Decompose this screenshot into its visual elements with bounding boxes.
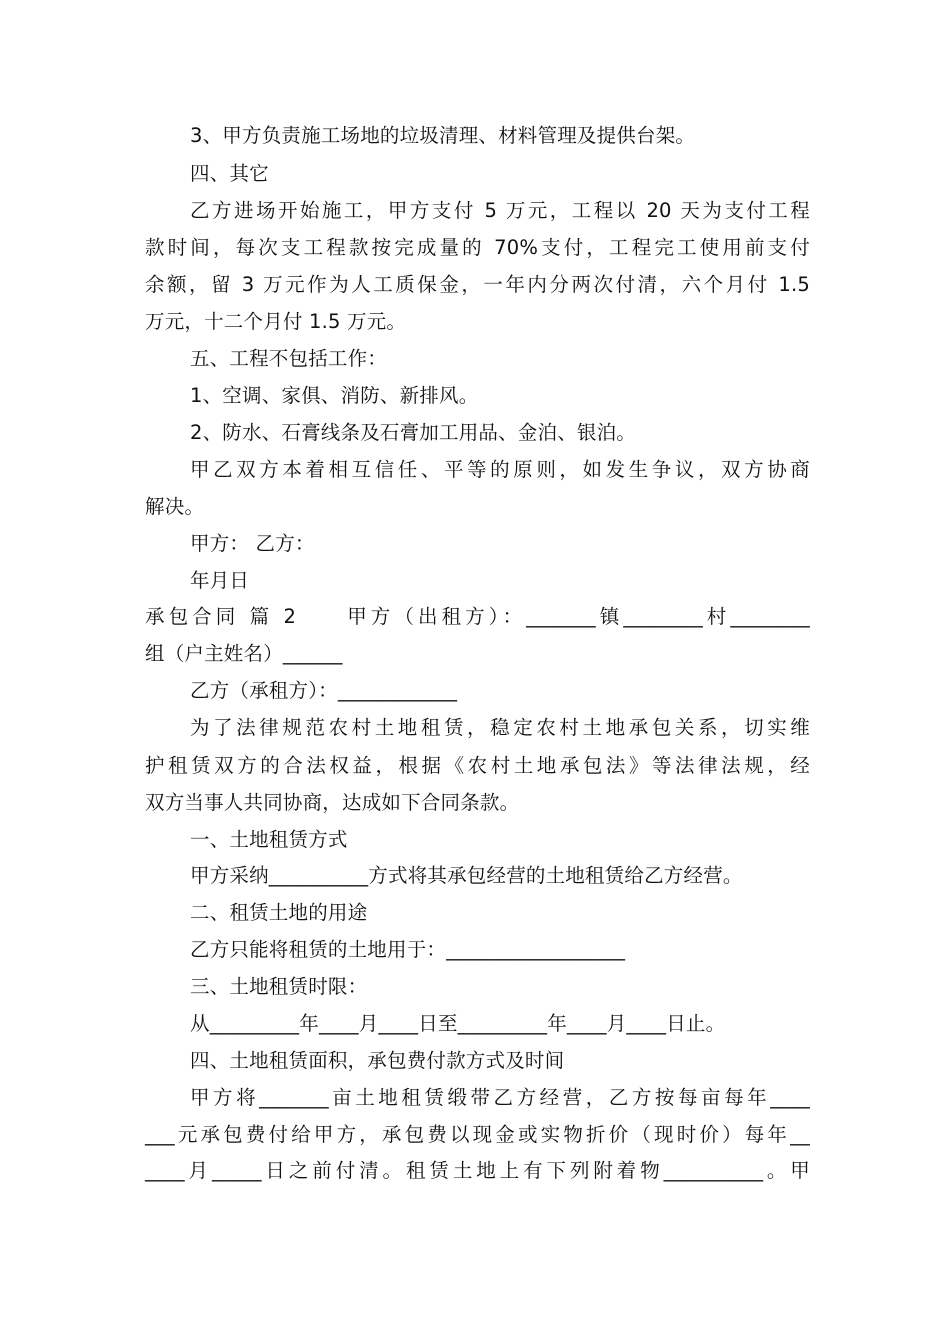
text-line: 为了法律规范农村土地租赁，稳定农村土地承包关系，切实维: [190, 716, 810, 739]
text-line: 款时间，每次支工程款按完成量的 70%支付，工程完工使用前支付: [145, 236, 810, 259]
text-line: 3、甲方负责施工场地的垃圾清理、材料管理及提供台架。: [190, 124, 696, 147]
section-heading: 五、工程不包括工作：: [190, 347, 388, 370]
text-line: 双方当事人共同协商，达成如下合同条款。: [145, 791, 520, 814]
signature-line: 甲方： 乙方：: [190, 532, 315, 555]
date-line: 年月日: [190, 569, 250, 592]
contract-title-line: 承包合同 篇 2 甲方（出租方）：_______镇________村________: [145, 605, 810, 628]
text-line: 万元，十二个月付 1.5 万元。: [145, 310, 407, 333]
section-heading: 二、租赁土地的用途: [190, 901, 368, 924]
section-heading: 一、土地租赁方式: [190, 828, 348, 851]
text-line: 2、防水、石膏线条及石膏加工用品、金泊、银泊。: [190, 421, 637, 444]
text-line: 乙方只能将租赁的土地用于：__________________: [190, 938, 626, 961]
section-heading: 三、土地租赁时限：: [190, 975, 368, 998]
text-line: 1、空调、家俱、消防、新排风。: [190, 384, 479, 407]
section-heading: 四、其它: [190, 162, 269, 185]
text-line: 解决。: [145, 495, 205, 518]
text-line: 甲方采纳__________方式将其承包经营的土地租赁给乙方经营。: [190, 864, 743, 887]
text-line: 护租赁双方的合法权益，根据《农村土地承包法》等法律法规，经: [145, 754, 810, 777]
text-line: ____月_____日之前付清。租赁土地上有下列附着物__________。甲: [145, 1159, 810, 1182]
section-heading: 四、土地租赁面积，承包费付款方式及时间: [190, 1049, 565, 1072]
text-line: 组（户主姓名）______: [145, 642, 343, 665]
text-line: 甲乙双方本着相互信任、平等的原则，如发生争议，双方协商: [190, 458, 810, 481]
text-line: 乙方（承租方）：____________: [190, 679, 458, 702]
text-line: 余额，留 3 万元作为人工质保金，一年内分两次付清，六个月付 1.5: [145, 273, 810, 296]
text-line: 乙方进场开始施工，甲方支付 5 万元，工程以 20 天为支付工程: [190, 199, 810, 222]
text-line: 从_________年____月____日至_________年____月____日止。: [190, 1012, 726, 1035]
text-line: 甲方将_______亩土地租赁缎带乙方经营，乙方按每亩每年____: [190, 1086, 810, 1109]
text-line: ___元承包费付给甲方，承包费以现金或实物折价（现时价）每年__: [145, 1123, 810, 1146]
